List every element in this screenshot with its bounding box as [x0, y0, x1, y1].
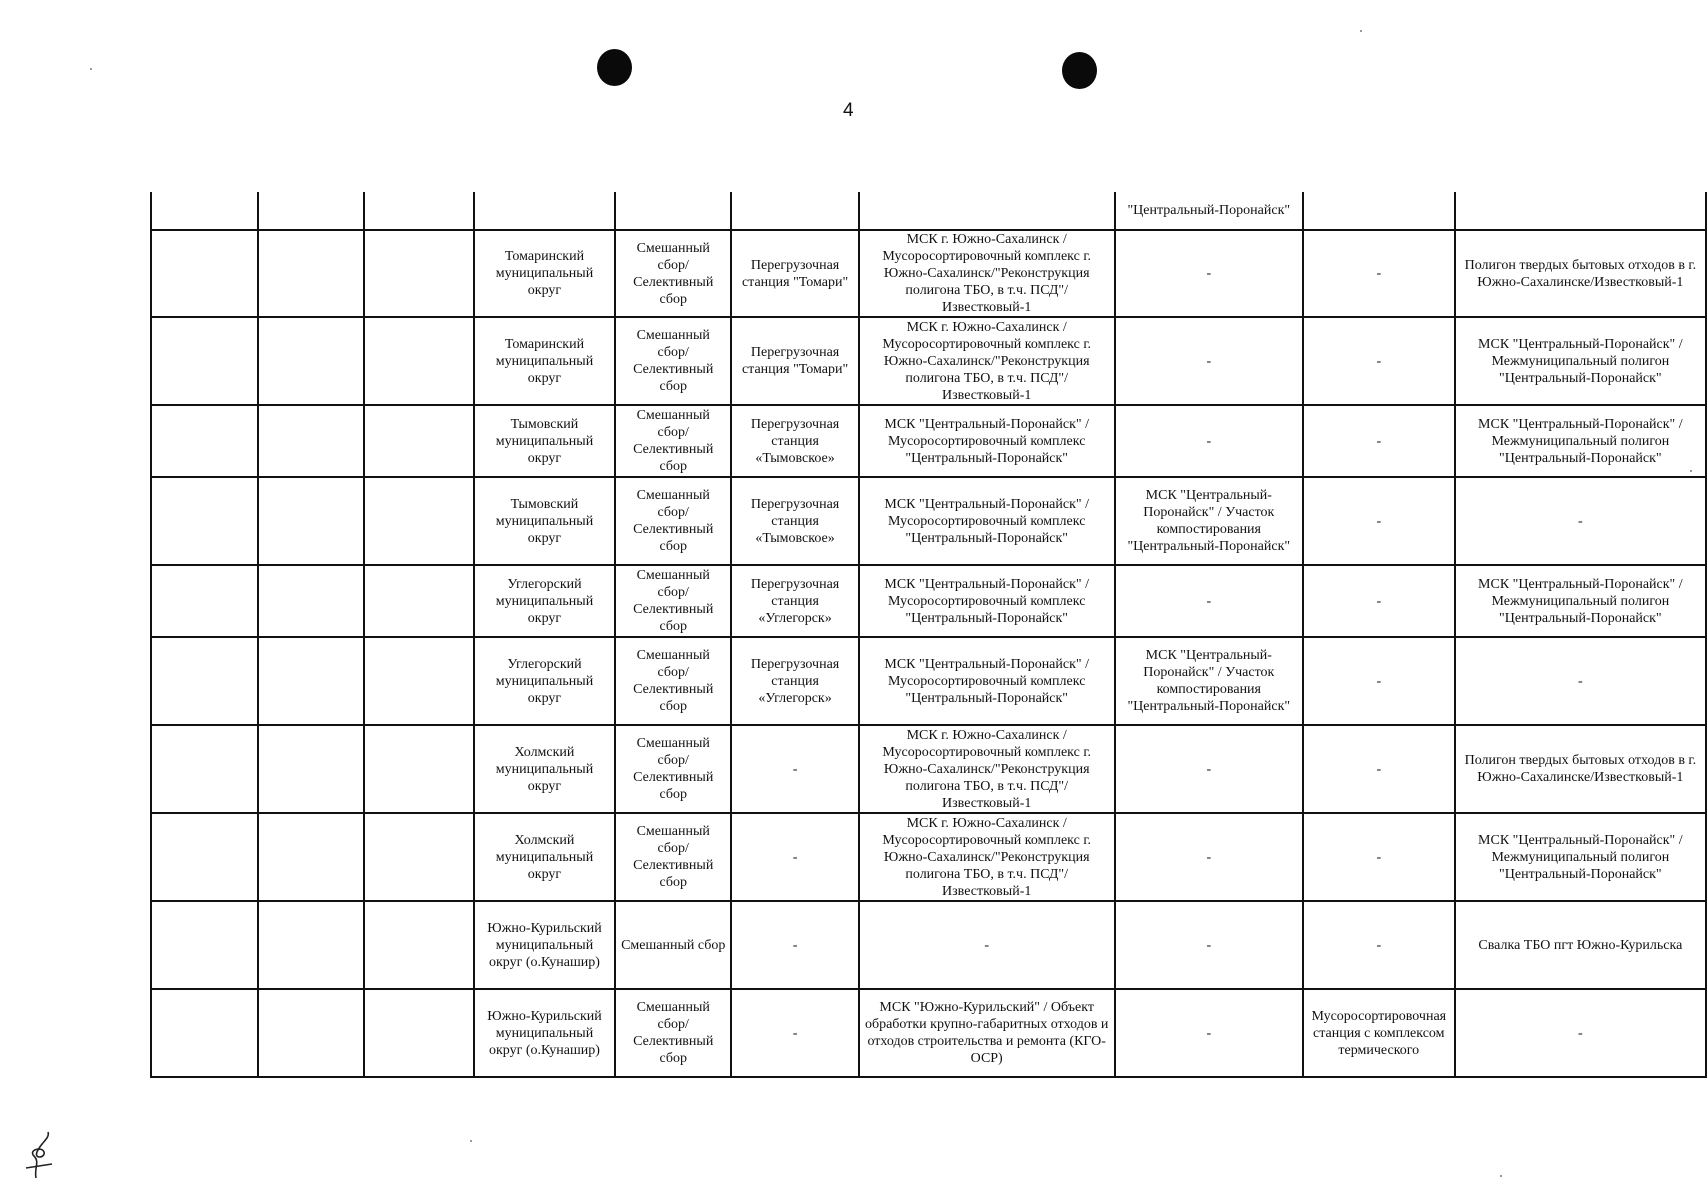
cell-district: Тымовский муниципальный округ: [474, 477, 615, 565]
cell-blank: [364, 317, 474, 405]
cell-transfer: Перегрузочная станция «Тымовское»: [731, 405, 858, 477]
cell-collection: Смешанный сбор/ Селективный сбор: [615, 725, 731, 813]
cell-transfer: -: [731, 813, 858, 901]
cell-composting: -: [1115, 989, 1303, 1077]
cell-disposal: -: [1455, 477, 1706, 565]
cell-processing: МСК г. Южно-Сахалинск / Мусоросортировочный комплекс г. Южно-Сахалинск/"Реконструкция полигона ТБО, в т.ч. ПСД"/Известковый-1: [859, 230, 1115, 317]
cell-blank: [258, 813, 365, 901]
cell-blank: [474, 192, 615, 230]
scan-speck: [1500, 1175, 1502, 1177]
page-number: 4: [843, 100, 854, 121]
cell-disposal: МСК "Центральный-Поронайск" / Межмуниципальный полигон "Центральный-Поронайск": [1455, 317, 1706, 405]
cell-district: Тымовский муниципальный округ: [474, 405, 615, 477]
cell-blank: [1455, 192, 1706, 230]
cell-collection: Смешанный сбор/ Селективный сбор: [615, 405, 731, 477]
cell-blank: [258, 637, 365, 725]
cell-composting: -: [1115, 725, 1303, 813]
cell-transfer: -: [731, 989, 858, 1077]
cell-transfer: Перегрузочная станция "Томари": [731, 230, 858, 317]
cell-processing: -: [859, 901, 1115, 989]
cell-district: Южно-Курильский муниципальный округ (о.Кунашир): [474, 901, 615, 989]
cell-blank: [151, 813, 258, 901]
cell-blank: [151, 192, 258, 230]
cell-blank: [258, 477, 365, 565]
cell-transfer: -: [731, 901, 858, 989]
cell-blank: [151, 317, 258, 405]
cell-processing: МСК г. Южно-Сахалинск / Мусоросортировочный комплекс г. Южно-Сахалинск/"Реконструкция полигона ТБО, в т.ч. ПСД"/Известковый-1: [859, 725, 1115, 813]
table-row-continued: [151, 192, 1706, 230]
cell-blank: [364, 813, 474, 901]
cell-disposal: -: [1455, 989, 1706, 1077]
punch-hole-left: [597, 49, 632, 86]
cell-collection: Смешанный сбор/ Селективный сбор: [615, 565, 731, 637]
cell-blank: [364, 901, 474, 989]
cell-transfer: Перегрузочная станция «Углегорск»: [731, 565, 858, 637]
cell-transfer: Перегрузочная станция "Томари": [731, 317, 858, 405]
cell-incineration: -: [1303, 901, 1455, 989]
scan-speck: [470, 1140, 472, 1142]
cell-collection: Смешанный сбор/ Селективный сбор: [615, 989, 731, 1077]
cell-blank: [364, 565, 474, 637]
cell-collection: Смешанный сбор/ Селективный сбор: [615, 637, 731, 725]
cell-collection: Смешанный сбор/ Селективный сбор: [615, 813, 731, 901]
table-row: [151, 317, 1706, 405]
cell-blank: [258, 989, 365, 1077]
cell-composting: -: [1115, 813, 1303, 901]
cell-blank: [615, 192, 731, 230]
cell-blank: [151, 725, 258, 813]
cell-blank: [151, 230, 258, 317]
cell-blank: [364, 637, 474, 725]
cell-incineration: Мусоросортировочная станция с комплексом термического: [1303, 989, 1455, 1077]
cell-processing: МСК "Центральный-Поронайск" / Мусоросортировочный комплекс "Центральный-Поронайск": [859, 637, 1115, 725]
cell-disposal: Свалка ТБО пгт Южно-Курильска: [1455, 901, 1706, 989]
table-row: [151, 477, 1706, 565]
cell-blank: [258, 192, 365, 230]
cell-blank: [859, 192, 1115, 230]
cell-transfer: Перегрузочная станция «Углегорск»: [731, 637, 858, 725]
cell-collection: Смешанный сбор/ Селективный сбор: [615, 317, 731, 405]
cell-blank: [151, 565, 258, 637]
cell-incineration: -: [1303, 813, 1455, 901]
cell-composting: МСК "Центральный-Поронайск" / Участок компостирования "Центральный-Поронайск": [1115, 477, 1303, 565]
cell-blank: [258, 405, 365, 477]
scan-speck: [1360, 30, 1362, 32]
cell-processing: МСК "Южно-Курильский" / Объект обработки крупно-габаритных отходов и отходов строительства и ремонта (КГО-ОСР): [859, 989, 1115, 1077]
cell-blank: [258, 317, 365, 405]
cell-district: Южно-Курильский муниципальный округ (о.Кунашир): [474, 989, 615, 1077]
cell-composting: -: [1115, 317, 1303, 405]
cell-blank: [151, 477, 258, 565]
cell-collection: Смешанный сбор/ Селективный сбор: [615, 477, 731, 565]
table: [150, 192, 1707, 1078]
cell-blank: [364, 725, 474, 813]
cell-district: Углегорский муниципальный округ: [474, 637, 615, 725]
cell-blank: [258, 565, 365, 637]
cell-incineration: -: [1303, 230, 1455, 317]
cell-disposal: Полигон твердых бытовых отходов в г. Южно-Сахалинске/Известковый-1: [1455, 230, 1706, 317]
cell-composting: -: [1115, 405, 1303, 477]
table-row: [151, 637, 1706, 725]
cell-district: Холмский муниципальный округ: [474, 725, 615, 813]
cell-composting: -: [1115, 230, 1303, 317]
cell-disposal: Полигон твердых бытовых отходов в г. Южно-Сахалинске/Известковый-1: [1455, 725, 1706, 813]
table-row: [151, 405, 1706, 477]
cell-composting-continued: "Центральный-Поронайск": [1115, 192, 1303, 230]
scan-speck: [90, 68, 92, 70]
cell-disposal: МСК "Центральный-Поронайск" / Межмуниципальный полигон "Центральный-Поронайск": [1455, 405, 1706, 477]
cell-blank: [151, 989, 258, 1077]
cell-blank: [258, 230, 365, 317]
cell-blank: [364, 192, 474, 230]
waste-flow-table: [150, 192, 1707, 1078]
cell-district: Холмский муниципальный округ: [474, 813, 615, 901]
cell-blank: [364, 477, 474, 565]
cell-processing: МСК г. Южно-Сахалинск / Мусоросортировочный комплекс г. Южно-Сахалинск/"Реконструкция полигона ТБО, в т.ч. ПСД"/Известковый-1: [859, 317, 1115, 405]
cell-blank: [731, 192, 858, 230]
punch-hole-right: [1062, 52, 1097, 89]
cell-blank: [258, 901, 365, 989]
cell-disposal: -: [1455, 637, 1706, 725]
handwritten-initials: [22, 1128, 56, 1180]
cell-blank: [1303, 192, 1455, 230]
table-row: [151, 901, 1706, 989]
table-row: [151, 230, 1706, 317]
cell-incineration: -: [1303, 637, 1455, 725]
cell-transfer: Перегрузочная станция «Тымовское»: [731, 477, 858, 565]
cell-district: Томаринский муниципальный округ: [474, 317, 615, 405]
cell-blank: [151, 637, 258, 725]
cell-blank: [364, 405, 474, 477]
scan-speck: [1690, 470, 1692, 472]
cell-composting: МСК "Центральный-Поронайск" / Участок компостирования "Центральный-Поронайск": [1115, 637, 1303, 725]
table-row: [151, 565, 1706, 637]
cell-processing: МСК "Центральный-Поронайск" / Мусоросортировочный комплекс "Центральный-Поронайск": [859, 565, 1115, 637]
cell-incineration: -: [1303, 477, 1455, 565]
cell-blank: [258, 725, 365, 813]
cell-blank: [364, 989, 474, 1077]
cell-incineration: -: [1303, 405, 1455, 477]
cell-transfer: -: [731, 725, 858, 813]
cell-incineration: -: [1303, 565, 1455, 637]
cell-disposal: МСК "Центральный-Поронайск" / Межмуниципальный полигон "Центральный-Поронайск": [1455, 565, 1706, 637]
table-row: [151, 725, 1706, 813]
cell-collection: Смешанный сбор: [615, 901, 731, 989]
cell-blank: [364, 230, 474, 317]
table-row: [151, 813, 1706, 901]
cell-composting: -: [1115, 901, 1303, 989]
table-row: [151, 989, 1706, 1077]
cell-processing: МСК "Центральный-Поронайск" / Мусоросортировочный комплекс "Центральный-Поронайск": [859, 405, 1115, 477]
cell-composting: -: [1115, 565, 1303, 637]
cell-blank: [151, 405, 258, 477]
cell-incineration: -: [1303, 317, 1455, 405]
cell-district: Углегорский муниципальный округ: [474, 565, 615, 637]
cell-collection: Смешанный сбор/ Селективный сбор: [615, 230, 731, 317]
cell-blank: [151, 901, 258, 989]
cell-processing: МСК г. Южно-Сахалинск / Мусоросортировочный комплекс г. Южно-Сахалинск/"Реконструкция полигона ТБО, в т.ч. ПСД"/Известковый-1: [859, 813, 1115, 901]
cell-processing: МСК "Центральный-Поронайск" / Мусоросортировочный комплекс "Центральный-Поронайск": [859, 477, 1115, 565]
cell-district: Томаринский муниципальный округ: [474, 230, 615, 317]
cell-incineration: -: [1303, 725, 1455, 813]
cell-disposal: МСК "Центральный-Поронайск" / Межмуниципальный полигон "Центральный-Поронайск": [1455, 813, 1706, 901]
